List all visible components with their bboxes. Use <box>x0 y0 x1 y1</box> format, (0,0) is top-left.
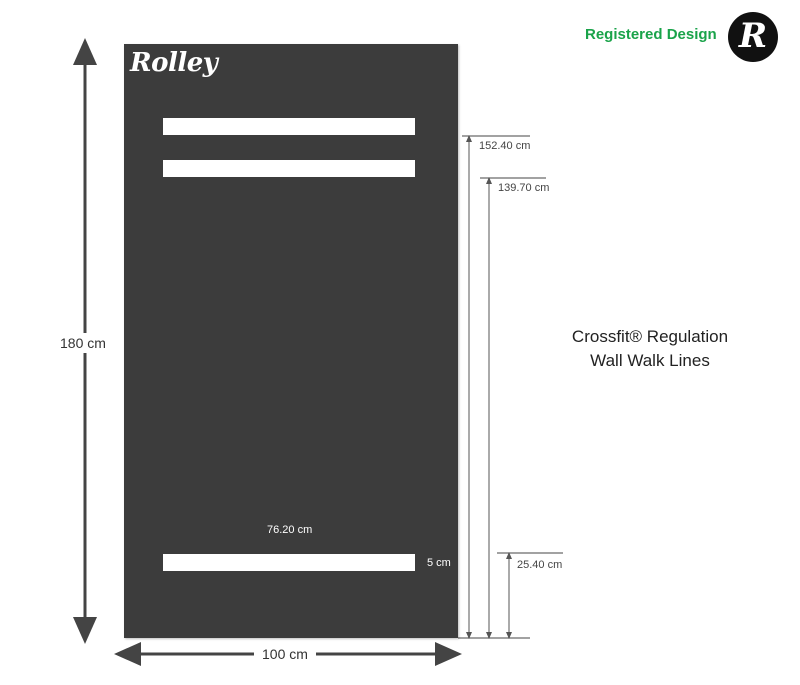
middle-line-label: 139.70 cm <box>498 182 550 194</box>
wall-walk-line-top <box>163 118 415 135</box>
height-label: 180 cm <box>60 335 106 351</box>
wall-walk-mat <box>124 44 458 638</box>
line-width-label: 76.20 cm <box>267 524 313 536</box>
bottom-line-label: 25.40 cm <box>517 559 563 571</box>
rolley-r-logo-icon <box>728 12 778 62</box>
diagram-title <box>545 325 755 373</box>
registered-design-label: Registered Design <box>585 26 717 43</box>
wall-walk-line-bottom <box>163 554 415 571</box>
title-line-1: Crossfit® Regulation <box>571 327 729 346</box>
title-line-2: Wall Walk Lines <box>590 351 710 370</box>
top-line-label: 152.40 cm <box>479 140 531 152</box>
width-label: 100 cm <box>254 646 316 662</box>
wall-walk-line-middle <box>163 160 415 177</box>
logo-letter: R <box>738 16 768 56</box>
line-thickness-label: 5 cm <box>427 557 451 569</box>
brand-logo-text: Rolley <box>130 48 218 78</box>
